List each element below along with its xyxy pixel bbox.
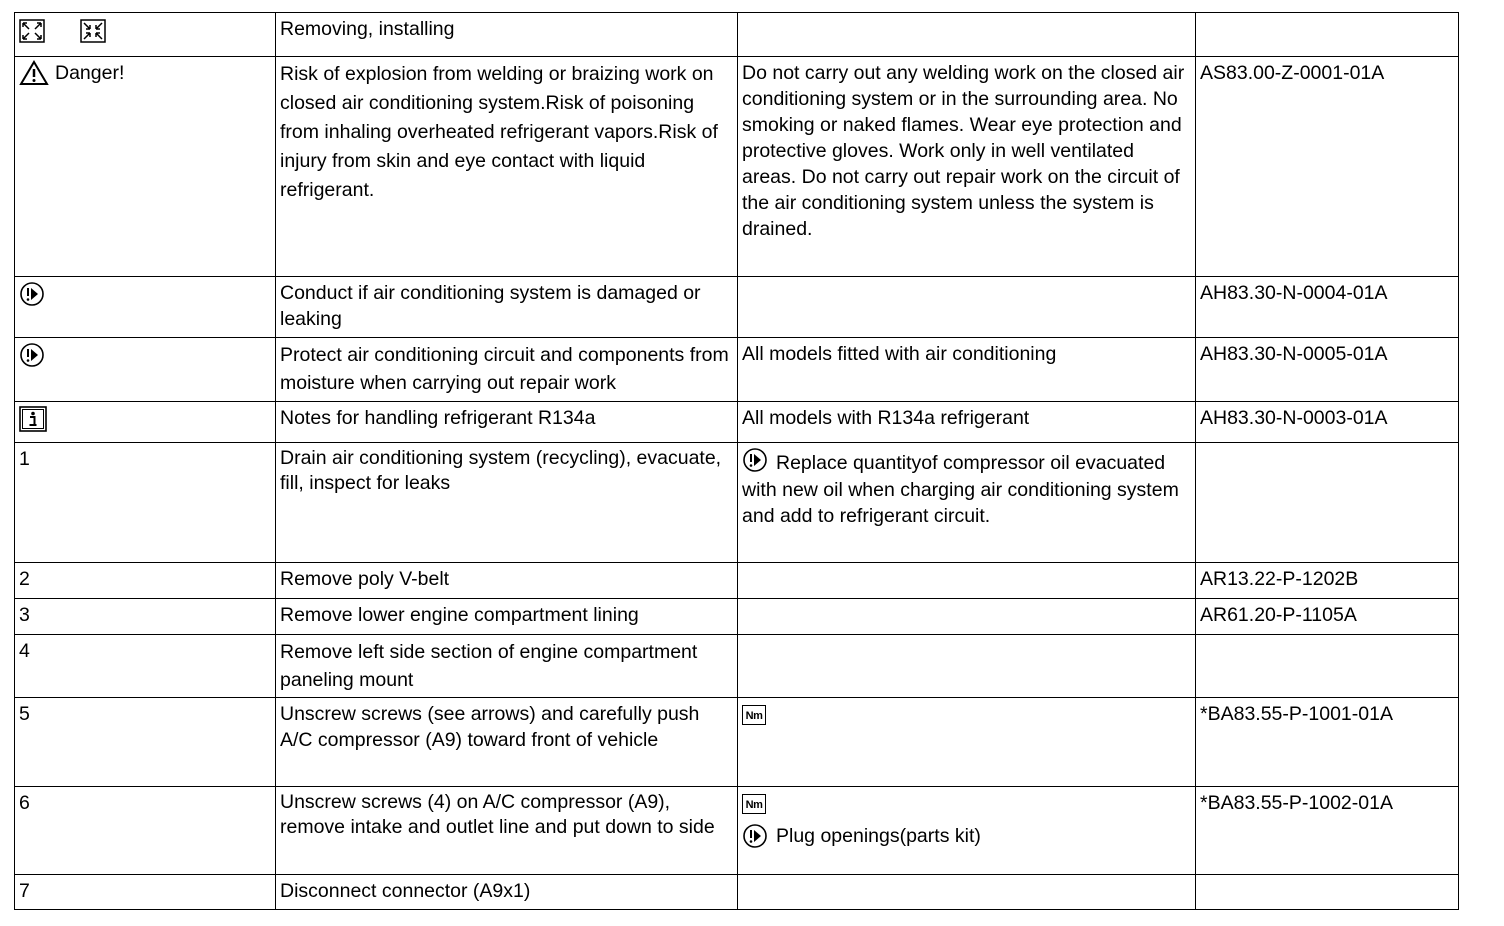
table-row [15,698,1459,787]
step-number: 5 [15,698,276,787]
step-number: 4 [15,635,276,698]
warning-triangle-icon [19,60,49,86]
step-notes [738,277,1196,338]
step-notes: Do not carry out any welding work on the closed air conditioning system or in the surrounding area. No smoking or naked flames. Wear eye protection and protective gloves. Work only in well ventilated areas. Do not carry out repair work on the circuit of the air conditioning system unless the system is drained. [738,57,1196,277]
torque-and-notes-cell [738,787,1196,875]
procedure-table [14,12,1459,910]
table-row [15,635,1459,698]
step-description: Remove left side section of engine compartment paneling mount [276,635,738,698]
step-description: Notes for handling refrigerant R134a [276,402,738,443]
note-arrow-icon [742,823,768,849]
step-notes [738,875,1196,910]
note-arrow-icon [742,447,768,473]
row-icon-cell [15,338,276,402]
step-notes: Plug openings(parts kit) [776,824,981,847]
document-reference: AR61.20-P-1105A [1196,599,1459,635]
danger-label: Danger! [55,62,125,84]
collapse-icon [80,19,106,43]
expand-icon [19,19,45,43]
torque-cell [738,698,1196,787]
step-notes: All models fitted with air conditioning [738,338,1196,402]
step-description: Remove lower engine compartment lining [276,599,738,635]
document-reference: *BA83.55-P-1001-01A [1196,698,1459,787]
step-description: Unscrew screws (see arrows) and carefully push A/C compressor (A9) toward front of vehicle [276,698,738,787]
document-reference [1196,875,1459,910]
info-icon [19,406,47,432]
step-notes: Replace quantityof compressor oil evacuated with new oil when charging air conditioning system and add to refrigerant circuit. [742,452,1179,527]
step-description: Risk of explosion from welding or braizing work on closed air conditioning system.Risk of poisoning from inhaling overheated refrigerant vapors.Risk of injury from skin and eye contact with liquid refrigerant. [276,57,738,277]
document-reference [1196,13,1459,57]
document-reference: AS83.00-Z-0001-01A [1196,57,1459,277]
document-reference [1196,443,1459,563]
step-number: 6 [15,787,276,875]
step-notes [738,563,1196,599]
step-description: Protect air conditioning circuit and components from moisture when carrying out repair work [276,338,738,402]
document-reference [1196,635,1459,698]
table-row [15,57,1459,277]
step-number: 3 [15,599,276,635]
step-number: 1 [15,443,276,563]
torque-nm-icon: Nm [742,705,766,725]
table-row [15,787,1459,875]
step-notes [738,13,1196,57]
step-notes-cell [738,443,1196,563]
danger-cell [15,57,276,277]
table-row [15,443,1459,563]
note-arrow-icon [19,281,45,307]
step-description: Remove poly V-belt [276,563,738,599]
torque-nm-icon: Nm [742,794,766,814]
step-notes [738,599,1196,635]
step-description: Drain air conditioning system (recycling), evacuate, fill, inspect for leaks [276,443,738,563]
document-reference: AR13.22-P-1202B [1196,563,1459,599]
table-row [15,338,1459,402]
document-reference: AH83.30-N-0005-01A [1196,338,1459,402]
document-reference: AH83.30-N-0004-01A [1196,277,1459,338]
step-description: Disconnect connector (A9x1) [276,875,738,910]
table-row [15,13,1459,57]
step-description: Conduct if air conditioning system is damaged or leaking [276,277,738,338]
step-number: 7 [15,875,276,910]
table-row [15,563,1459,599]
step-number: 2 [15,563,276,599]
table-row [15,402,1459,443]
row-icons-cell [15,13,276,57]
table-row [15,277,1459,338]
document-reference: AH83.30-N-0003-01A [1196,402,1459,443]
step-notes: All models with R134a refrigerant [738,402,1196,443]
row-icon-cell [15,277,276,338]
step-description: Removing, installing [276,13,738,57]
step-description: Unscrew screws (4) on A/C compressor (A9), remove intake and outlet line and put down to side [276,787,738,875]
step-notes [738,635,1196,698]
table-row [15,875,1459,910]
table-row [15,599,1459,635]
document-reference: *BA83.55-P-1002-01A [1196,787,1459,875]
row-icon-cell [15,402,276,443]
note-arrow-icon [19,342,45,368]
